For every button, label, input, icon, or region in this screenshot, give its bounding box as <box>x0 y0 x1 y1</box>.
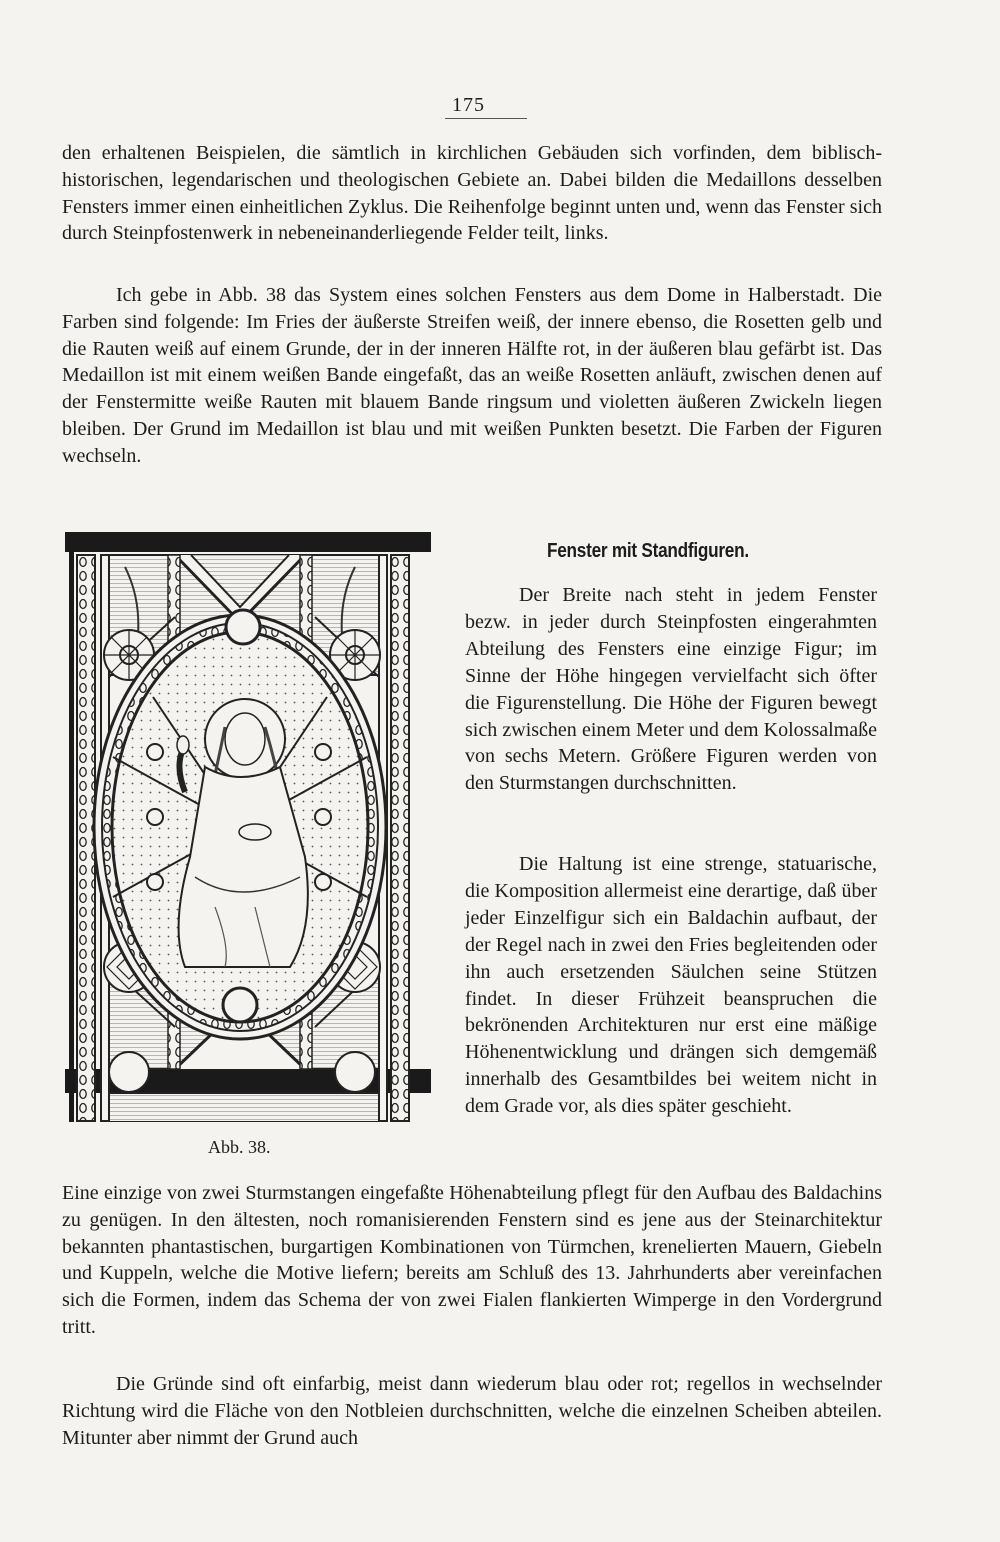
closing-paragraph-1: Eine einzige von zwei Sturmstangen eingefaßte Höhenabteilung pflegt für den Aufbau des Baldachins zu genügen. In den ältesten, noch romanisierenden Fenstern sind es jene aus der Steinarchitektur bekannten phantastischen, burgartigen Kombinationen von Türmchen, krenelierten Mauern, Giebeln und Kuppeln, welche die Motive liefern; bereits am Schluß des 13. Jahrhunderts aber vereinfachen sich die Formen, indem das Schema der von zwei Fialen flankierten Wimperge in den Vordergrund tritt. <box>62 1182 882 1338</box>
stained-glass-window-illustration <box>65 527 431 1122</box>
page-number: 175 <box>452 94 485 116</box>
figure-caption: Abb. 38. <box>208 1137 271 1157</box>
column-paragraph-1: Der Breite nach steht in jedem Fenster bezw. in jeder durch Steinpfosten eingerahmten Abteilung des Fensters eine einzige Figur; im Sinne der Höhe hingegen vervielfacht sich öfter die Figurenstellung. Die Höhe der Figuren bewegt sich zwischen einem Meter und dem Kolossalmaße von sechs Metern. Größere Figuren werden von den Sturmstangen durchschnitten. <box>465 584 877 795</box>
section-heading: Fenster mit Standfiguren. <box>547 540 749 562</box>
intro-paragraph-2: Ich gebe in Abb. 38 das System eines solchen Fensters aus dem Dome in Halberstadt. Die Farben sind folgende: Im Fries der äußerste Streifen weiß, der innere ebenso, die Rosetten gelb und die Rauten weiß auf einem Grunde, der in der inneren Hälfte rot, in der äußeren blau gefärbt ist. Das Medaillon ist mit einem weißen Bande eingefaßt, das an weiße Rosetten anläuft, zwischen denen auf der Fenstermitte weiße Rauten mit blauem Bande ringsum und violetten äußeren Zwickeln liegen bleiben. Der Grund im Medaillon ist blau und mit weißen Punkten besetzt. Die Farben der Figuren wechseln. <box>62 284 882 467</box>
page-number-rule <box>445 118 527 119</box>
closing-paragraph-2: Die Gründe sind oft einfarbig, meist dann wiederum blau oder rot; regellos in wechselnder Richtung wird die Fläche von den Notbleien durchschnitten, welche die einzelnen Scheiben abteilen. Mitunter aber nimmt der Grund auch <box>62 1373 882 1449</box>
column-paragraph-2: Die Haltung ist eine strenge, statuarische, die Komposition allermeist eine derartige, daß über jeder Einzelfigur sich ein Baldachin aufbaut, der der Regel nach in zwei den Fries begleitenden oder ihn auch ersetzenden Säulchen seine Stützen findet. In dieser Frühzeit beanspruchen die bekrönenden Architekturen nur erst eine mäßige Höhenentwicklung und drängen sich demgemäß innerhalb des Gesamtbildes bei weitem nicht in dem Grade vor, als dies später geschieht. <box>465 853 877 1118</box>
intro-paragraph-1: den erhaltenen Beispielen, die sämtlich in kirchlichen Gebäuden sich vorfinden, dem biblisch-historischen, legendarischen und theologischen Gebiete an. Dabei bilden die Medaillons desselben Fensters immer einen einheitlichen Zyklus. Die Reihenfolge beginnt unten und, wenn das Fenster sich durch Steinpfostenwerk in nebeneinanderliegende Felder teilt, links. <box>62 142 882 245</box>
